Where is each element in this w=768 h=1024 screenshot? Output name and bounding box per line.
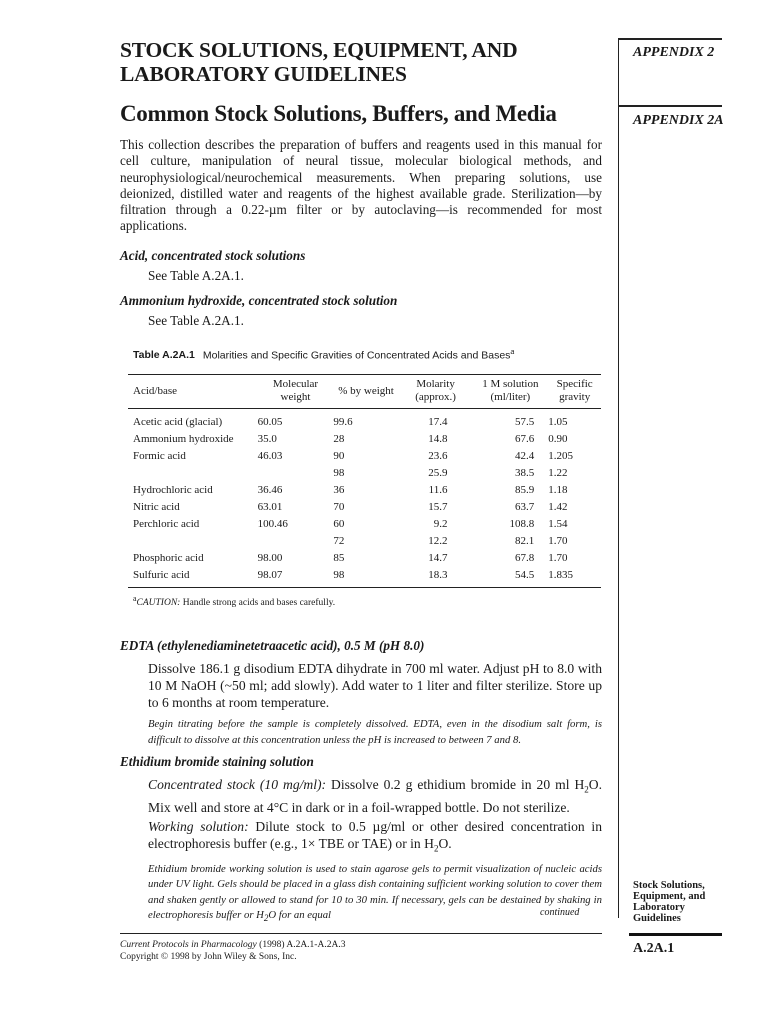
- cell-molarity: 14.7: [428, 552, 448, 565]
- entry-heading-acid: Acid, concentrated stock solutions: [120, 247, 306, 263]
- col-header-sol-line1: 1 M solution: [482, 378, 539, 391]
- column-divider: [618, 38, 619, 918]
- edta-text: Dissolve 186.1 g disodium EDTA dihydrate in 700 ml water. Adjust pH to 8.0 with 10 M NaOH (~50 ml; add slowly). Add water to 1 liter and filter sterilize. Store up to 6 months at room temperature.: [148, 661, 602, 711]
- cell-molarity: 25.9: [428, 467, 448, 480]
- cell-gravity: 1.22: [548, 467, 568, 480]
- cell-pct: 28: [333, 433, 345, 446]
- table-caption: [133, 349, 602, 362]
- col-header-mol-line1: Molarity: [416, 378, 455, 391]
- footer-rule: [120, 933, 602, 934]
- cell-name: Acetic acid (glacial): [133, 416, 223, 429]
- appendix-sub-rule: [618, 105, 722, 107]
- ethidium-note-sub: 2: [263, 913, 269, 924]
- table-row: [128, 499, 601, 516]
- cell-gravity: 0.90: [548, 433, 568, 446]
- table-row: [128, 431, 601, 448]
- col-header-mw-line1: Molecular: [272, 378, 319, 391]
- ethidium-conc-text-b: O. Mix well and store at 4°C in dark or in a foil-wrapped bottle. Do not sterilize.: [148, 776, 602, 815]
- col-header-acid-base: Acid/base: [128, 375, 258, 409]
- table-row: [128, 448, 601, 465]
- appendix-rule: [618, 38, 722, 40]
- cell-mw: 35.0: [257, 433, 277, 446]
- cell-pct: 90: [333, 450, 345, 463]
- table-footnote-label: CAUTION:: [136, 598, 181, 609]
- acid-table-block: [120, 349, 602, 609]
- cell-solution: 38.5: [515, 467, 535, 480]
- table-row: [128, 482, 601, 499]
- cell-mw: 46.03: [257, 450, 283, 463]
- cell-gravity: 1.70: [548, 552, 568, 565]
- cell-name: Perchloric acid: [133, 518, 200, 531]
- cell-gravity: 1.05: [548, 416, 568, 429]
- cell-pct: 98: [333, 567, 398, 588]
- appendix-sub-label: APPENDIX 2A: [633, 113, 724, 128]
- cell-name: Formic acid: [133, 450, 186, 463]
- ethidium-work-text-b: O.: [438, 835, 452, 851]
- cell-mw: [258, 465, 334, 482]
- page-id-rule: [629, 933, 722, 936]
- cell-molarity: 14.8: [428, 433, 448, 446]
- col-header-sol-line2: (ml/liter): [490, 390, 531, 403]
- cell-name: [128, 533, 258, 550]
- ethidium-note-b: O for an equal: [268, 908, 332, 921]
- table-row: [128, 409, 601, 432]
- cell-solution: 63.7: [515, 501, 535, 514]
- col-header-molecular-weight: [258, 375, 334, 409]
- cell-pct: 72: [333, 535, 345, 548]
- table-row: [128, 465, 601, 482]
- ethidium-conc-stock: [148, 776, 602, 816]
- ethidium-note: [148, 862, 602, 926]
- ethidium-note-a: Ethidium bromide working solution is used to stain agarose gels to permit visualization of nucleic acids under UV light. Gels should be placed in a glass dish containing sufficient working solution to cover them and shaken gently or allowed to stand for 10 to 30 min. If necessary, gels can be destained by shaking in electrophoresis buffer or H: [148, 863, 602, 921]
- col-header-mol-line2: (approx.): [415, 390, 456, 403]
- cell-pct: 60: [333, 518, 345, 531]
- table-row: [128, 516, 601, 533]
- ethidium-work-label: Working solution:: [148, 818, 249, 834]
- table-footnote-text: Handle strong acids and bases carefully.: [182, 598, 336, 609]
- page-title: STOCK SOLUTIONS, EQUIPMENT, AND LABORATORY GUIDELINES: [120, 38, 518, 86]
- cell-gravity: 1.42: [548, 501, 568, 514]
- cell-solution: 85.9: [515, 484, 535, 497]
- continued-label: continued: [540, 907, 580, 918]
- edta-heading: EDTA (ethylenediaminetetraacetic acid), 0.5 M (pH 8.0): [120, 638, 425, 654]
- cell-pct: 99.6: [333, 416, 353, 429]
- cell-mw: 98.00: [257, 552, 283, 565]
- cell-pct: 36: [333, 484, 345, 497]
- table-footnote-mark: a: [133, 594, 137, 604]
- cell-mw: 63.01: [257, 501, 283, 514]
- footer-journal: Current Protocols in Pharmacology: [120, 940, 257, 950]
- cell-name: Hydrochloric acid: [133, 484, 213, 497]
- table-caption-mark: a: [510, 348, 515, 356]
- cell-gravity: 1.18: [548, 484, 568, 497]
- cell-solution: 67.6: [515, 433, 535, 446]
- ethidium-work-sub: 2: [433, 843, 439, 854]
- col-header-sg-line1: Specific: [556, 378, 593, 391]
- running-section-label: Stock Solutions, Equipment, and Laboratory Guidelines: [633, 880, 706, 924]
- cell-solution: 108.8: [509, 518, 535, 531]
- table-row: [128, 567, 601, 588]
- cell-gravity: 1.70: [548, 535, 568, 548]
- intro-paragraph: This collection describes the preparation of buffers and reagents used in this manual for cell culture, manipulation of neural tissue, molecular biological methods, and neurophysiological/neurochemical measurements. When preparing solutions, use deionized, distilled water and reagents of the highest available grade. Sterilization—by filtration through a 0.22-µm filter or by autoclaving—is recommended for most applications.: [120, 137, 602, 234]
- cell-molarity: 15.7: [428, 501, 448, 514]
- cell-solution: 57.5: [515, 416, 535, 429]
- cell-name: Sulfuric acid: [128, 567, 258, 588]
- ethidium-conc-sub: 2: [584, 784, 589, 795]
- ethidium-work-text-a: Dilute stock to 0.5 µg/ml or other desired concentration in electrophoresis buffer (e.g., 1× TBE or TAE) or in H: [148, 818, 602, 851]
- cell-molarity: 18.3: [399, 567, 473, 588]
- section-title: Common Stock Solutions, Buffers, and Media: [120, 101, 557, 126]
- footer-citation-text: (1998) A.2A.1-A.2A.3: [259, 940, 346, 950]
- table-footnote: [133, 594, 602, 608]
- table-number: Table A.2A.1: [133, 349, 195, 362]
- entry-text-ammonium: See Table A.2A.1.: [148, 312, 244, 328]
- col-header-molarity: [399, 375, 473, 409]
- page-id: A.2A.1: [633, 941, 675, 956]
- cell-pct: 70: [333, 501, 345, 514]
- cell-molarity: 9.2: [433, 518, 448, 531]
- col-header-pct-weight: % by weight: [333, 375, 398, 409]
- cell-pct: 85: [333, 552, 345, 565]
- ethidium-heading: Ethidium bromide staining solution: [120, 753, 314, 769]
- ethidium-working: [148, 818, 602, 858]
- cell-mw: 60.05: [257, 416, 283, 429]
- cell-mw: 36.46: [257, 484, 283, 497]
- col-header-1m-solution: [472, 375, 548, 409]
- cell-solution: 42.4: [515, 450, 535, 463]
- cell-mw: 98.07: [258, 567, 334, 588]
- main-column: [120, 38, 602, 926]
- cell-name: Phosphoric acid: [133, 552, 204, 565]
- col-header-specific-gravity: [548, 375, 601, 409]
- cell-molarity: 17.4: [428, 416, 448, 429]
- entry-text-acid: See Table A.2A.1.: [148, 267, 244, 283]
- table-row: [128, 550, 601, 567]
- cell-gravity: 1.205: [548, 450, 574, 463]
- cell-solution: 82.1: [515, 535, 535, 548]
- cell-gravity: 1.54: [548, 518, 568, 531]
- cell-molarity: 11.6: [428, 484, 448, 497]
- cell-pct: 98: [333, 467, 345, 480]
- table-caption-text: Molarities and Specific Gravities of Concentrated Acids and Bases: [202, 349, 511, 362]
- cell-solution: 67.8: [515, 552, 535, 565]
- footer-copyright: Copyright © 1998 by John Wiley & Sons, Inc.: [120, 952, 297, 962]
- footer-citation: [120, 939, 345, 963]
- entry-heading-ammonium: Ammonium hydroxide, concentrated stock solution: [120, 292, 398, 308]
- cell-gravity: 1.835: [548, 567, 601, 588]
- appendix-label: APPENDIX 2: [633, 45, 715, 60]
- cell-name: Ammonium hydroxide: [133, 433, 234, 446]
- ethidium-conc-label: Concentrated stock (10 mg/ml):: [148, 776, 327, 792]
- col-header-mw-line2: weight: [280, 390, 311, 403]
- cell-mw: 100.46: [257, 518, 288, 531]
- acid-table: [128, 374, 601, 588]
- cell-molarity: 23.6: [428, 450, 448, 463]
- cell-name: [128, 465, 258, 482]
- cell-solution: 54.5: [472, 567, 548, 588]
- cell-molarity: 12.2: [428, 535, 448, 548]
- table-row: [128, 533, 601, 550]
- ethidium-conc-text-a: Dissolve 0.2 g ethidium bromide in 20 ml H: [331, 776, 585, 792]
- col-header-sg-line2: gravity: [559, 390, 591, 403]
- edta-note: Begin titrating before the sample is completely dissolved. EDTA, even in the disodium salt form, is difficult to dissolve at this concentration unless the pH is increased to between 7 and 8.: [148, 718, 602, 746]
- cell-mw: [258, 533, 334, 550]
- cell-name: Nitric acid: [133, 501, 180, 514]
